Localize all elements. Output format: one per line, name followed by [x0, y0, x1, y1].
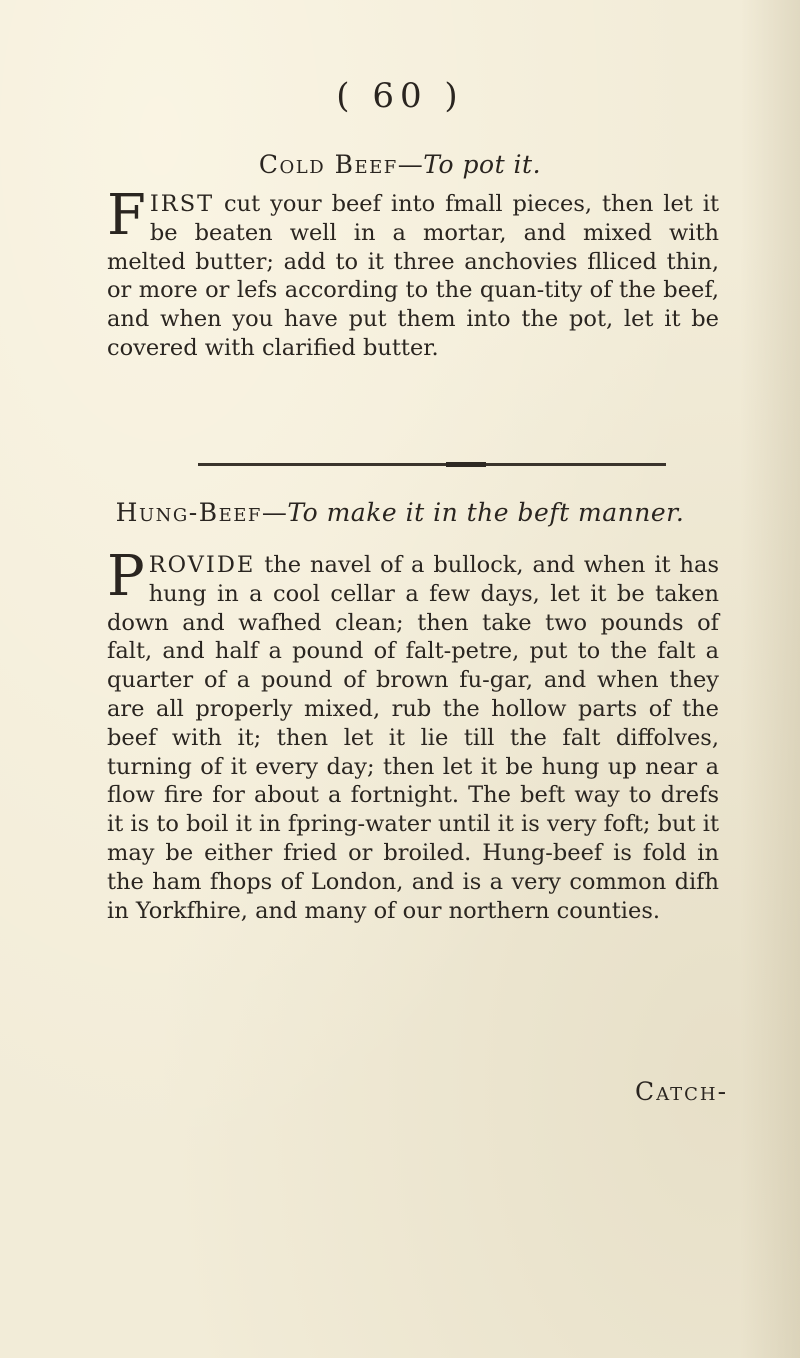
page-edge-shadow	[740, 0, 800, 1358]
page-number: ( 60 )	[336, 76, 464, 116]
section-heading-hung-beef	[0, 498, 800, 527]
lead-caps: IRST	[149, 191, 215, 217]
heading-dash: —	[397, 150, 424, 179]
heading-subtitle: To make it in the beft manner.	[287, 498, 685, 527]
section-divider-rule	[198, 463, 666, 466]
drop-cap: F	[107, 183, 146, 248]
heading-subtitle: To pot it.	[423, 150, 542, 179]
paragraph-hung-beef	[107, 544, 719, 925]
paragraph-cold-beef	[107, 183, 719, 363]
paragraph-text: the navel of a bullock, and when it has hung in a cool cellar a few days, let it be taken down and wafhed clean; then take two pounds of falt, and half a pound of falt-petre, put to the falt a quarter of a pound of brown fu-gar, and when they are all properly mixed, rub the hollow parts of the beef with it; then let it lie till the falt diffolves, turning of it every day; then let it be hung up near a flow fire for about a fortnight. The beft way to drefs it is to boil it in fpring-water until it is very foft; but it may be either fried or broiled. Hung-beef is fold in the ham fhops of London, and is a very common difh in Yorkfhire, and many of our northern counties.	[107, 552, 719, 924]
heading-title: Hung-Beef	[115, 498, 262, 527]
heading-dash: —	[261, 498, 288, 527]
drop-cap: P	[107, 544, 145, 609]
heading-title: Cold Beef	[258, 150, 398, 179]
paragraph-text: cut your beef into fmall pieces, then let it be beaten well in a mortar, and mixed with melted butter; add to it three anchovies flliced thin, or more or lefs according to the quan-tity of the beef, and when you have put them into the pot, let it be covered with clarified butter.	[107, 191, 719, 361]
lead-caps: ROVIDE	[148, 552, 256, 578]
catchword: Catch-	[635, 1077, 729, 1106]
section-heading-cold-beef	[0, 150, 800, 179]
